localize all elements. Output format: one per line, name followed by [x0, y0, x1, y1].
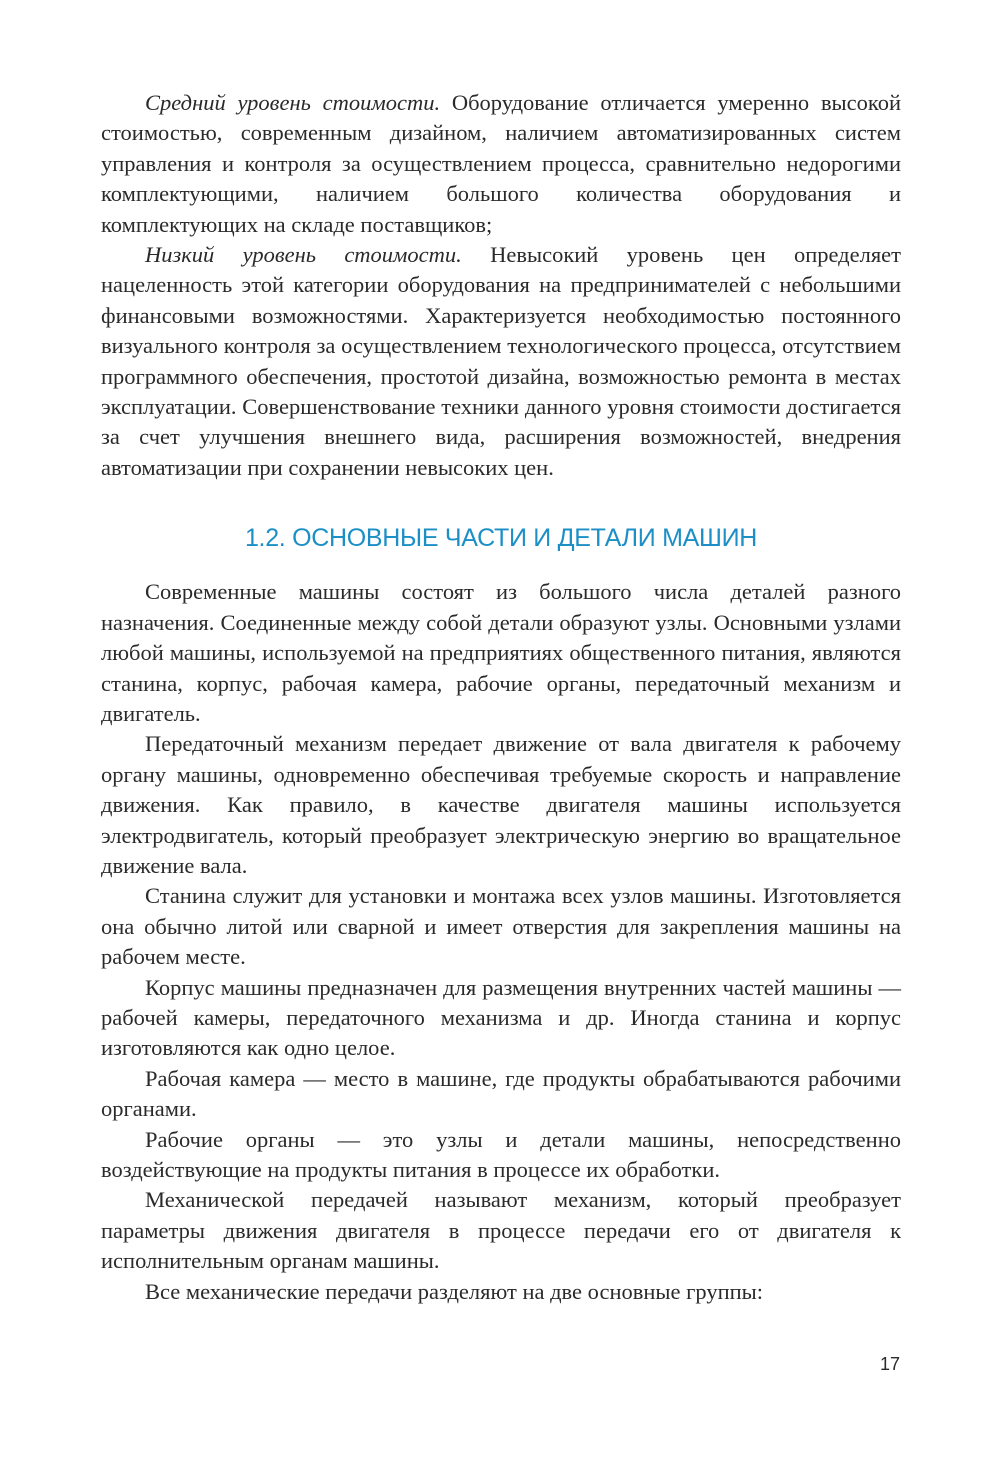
page-number: 17: [879, 1354, 900, 1374]
section-paragraph: Корпус машины предназначен для размещения внутренних частей машины — рабочей камеры, передаточного механизма и др. Иногда станина и корпус изготовляются как одно целое.: [101, 974, 901, 1061]
section-heading: 1.2. ОСНОВНЫЕ ЧАСТИ И ДЕТАЛИ МАШИН: [244, 524, 758, 553]
section-paragraph: Современные машины состоят из большого числа деталей разного назначения. Соединенные между собой детали образуют узлы. Основными узлами любой машины, используемой на предприятиях общественного питания, являются станина, корпус, рабочая камера, рабочие органы, передаточный механизм и двигатель.: [101, 579, 901, 726]
page-body: [101, 88, 901, 1307]
section-paragraph: Станина служит для установки и монтажа всех узлов машины. Изготовляется она обычно литой или сварной и имеет отверстия для закрепления машины на рабочем месте.: [101, 883, 901, 970]
intro-paragraph-medium-cost: [101, 88, 901, 240]
section-paragraph: Рабочие органы — это узлы и детали машины, непосредственно воздействующие на продукты питания в процессе их обработки.: [101, 1126, 901, 1182]
section-paragraph: Передаточный механизм передает движение от вала двигателя к рабочему органу машины, одновременно обеспечивая требуемые скорость и направление движения. Как правило, в качестве двигателя машины используется электродвигатель, который преобразует электрическую энергию во вращательное движение вала.: [101, 731, 901, 878]
intro-lead-low-cost: Низкий уровень стоимости.: [145, 242, 462, 268]
intro-text-low-cost: Невысокий уровень цен определяет нацеленность этой категории оборудования на предпринимателей с небольшими финансовыми возможностями. Характеризуется необходимостью постоянного визуального контроля за осуществлением технологического процесса, отсутствием программного обеспечения, простотой дизайна, возможностью ремонта в местах эксплуатации. Совершенствование техники данного уровня стоимости достигается за счет улучшения внешнего вида, расширения возможностей, внедрения автоматизации при сохранении невысоких цен.: [101, 242, 902, 480]
section-paragraph: Все механические передачи разделяют на две основные группы:: [145, 1278, 764, 1304]
intro-paragraph-low-cost: [101, 240, 901, 483]
section-paragraph: Рабочая камера — место в машине, где продукты обрабатываются рабочими органами.: [101, 1065, 901, 1122]
intro-text-medium-cost: Оборудование отличается умеренно высокой стоимостью, современным дизайном, наличием автоматизированных систем управления и контроля за осуществлением процесса, сравнительно недорогими комплектующими, наличием большого количества оборудования и комплектующих на складе поставщиков;: [101, 90, 901, 237]
intro-lead-medium-cost: Средний уровень стоимости.: [145, 90, 441, 115]
section-paragraph: Механической передачей называют механизм, который преобразует параметры движения двигателя в процессе передачи его от двигателя к исполнительным органам машины.: [101, 1187, 901, 1274]
